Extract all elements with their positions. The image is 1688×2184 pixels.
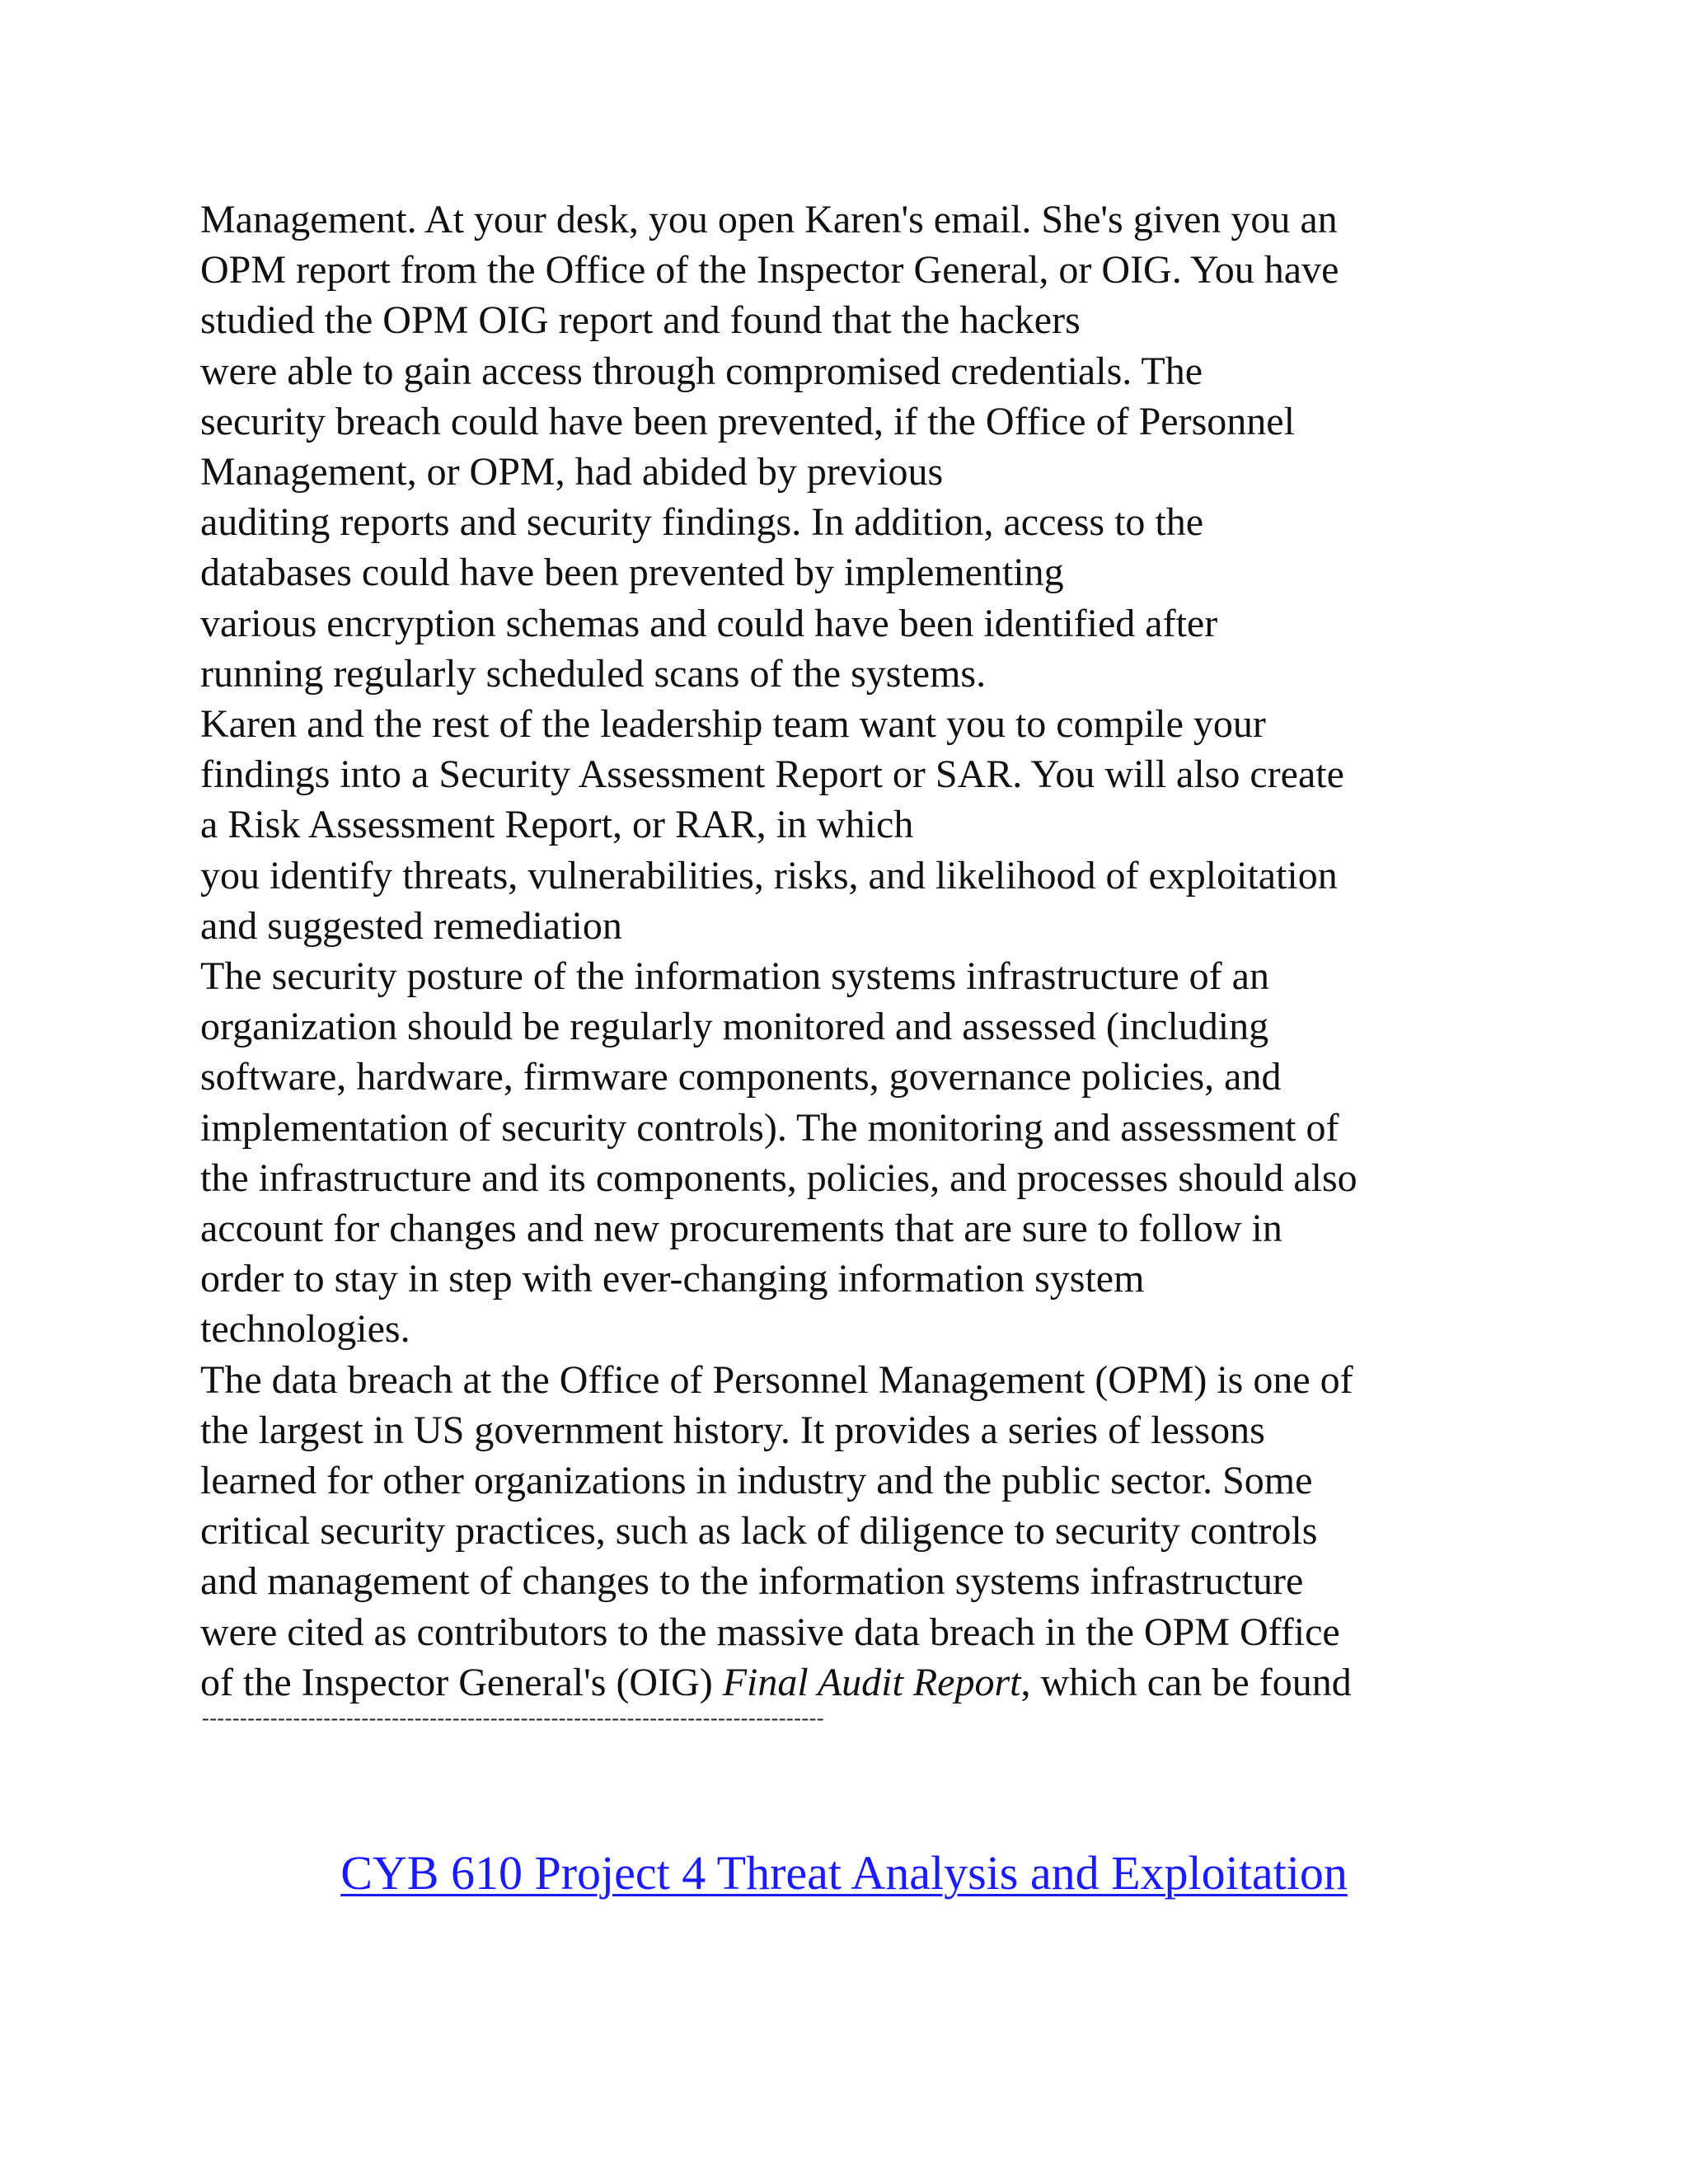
dashed-separator: ---------------------------------------------------------------------------------- [202,1706,825,1730]
project-link[interactable] [0,1844,1688,1902]
text-line: implementation of security controls). The monitoring and assessment of [200,1105,1339,1150]
text-line: you identify threats, vulnerabilities, risks, and likelihood of exploitation [200,853,1338,898]
text-line: databases could have been prevented by implementing [200,551,1064,595]
text-line: Management, or OPM, had abided by previous [200,450,944,494]
text-line: technologies. [200,1307,410,1352]
text-line: various encryption schemas and could have been identified after [200,601,1218,645]
text-line: running regularly scheduled scans of the systems. [200,651,987,696]
text-line: findings into a Security Assessment Report or SAR. You will also create [200,752,1344,797]
text-segment: of the Inspector General's (OIG) [200,1660,723,1704]
text-line: The security posture of the information systems infrastructure of an [200,954,1269,999]
text-line: learned for other organizations in industry and the public sector. Some [200,1459,1313,1503]
text-line: software, hardware, firmware components, governance policies, and [200,1055,1282,1099]
text-line: were cited as contributors to the massive data breach in the OPM Office [200,1610,1340,1654]
text-segment: , which can be found [1020,1660,1352,1704]
report-title-italic: Final Audit Report [722,1660,1021,1704]
text-line: auditing reports and security findings. In addition, access to the [200,500,1204,545]
text-line: the infrastructure and its components, policies, and processes should also [200,1155,1357,1200]
text-line: Karen and the rest of the leadership team want you to compile your [200,702,1266,747]
text-line: order to stay in step with ever-changing information system [200,1257,1145,1301]
text-line: critical security practices, such as lack of diligence to security controls [200,1509,1318,1554]
text-line-last [200,1657,1519,1708]
project-link-text[interactable]: CYB 610 Project 4 Threat Analysis and Exploitation [340,1846,1348,1900]
text-line: studied the OPM OIG report and found that the hackers [200,298,1081,343]
text-line: Management. At your desk, you open Karen's email. She's given you an [200,198,1338,241]
text-line: and management of changes to the information systems infrastructure [200,1559,1304,1604]
text-line: The data breach at the Office of Personnel Management (OPM) is one of [200,1357,1353,1402]
text-line: security breach could have been prevented, if the Office of Personnel [200,399,1295,443]
text-line: the largest in US government history. It provides a series of lessons [200,1408,1265,1452]
body-text [200,194,1519,1708]
text-line: and suggested remediation [200,903,622,948]
text-line: a Risk Assessment Report, or RAR, in which [200,803,914,847]
text-line: organization should be regularly monitored and assessed (including [200,1005,1269,1049]
text-line: were able to gain access through compromised credentials. The [200,349,1203,393]
text-line: account for changes and new procurements that are sure to follow in [200,1207,1282,1251]
text-line: OPM report from the Office of the Inspector General, or OIG. You have [200,248,1339,293]
